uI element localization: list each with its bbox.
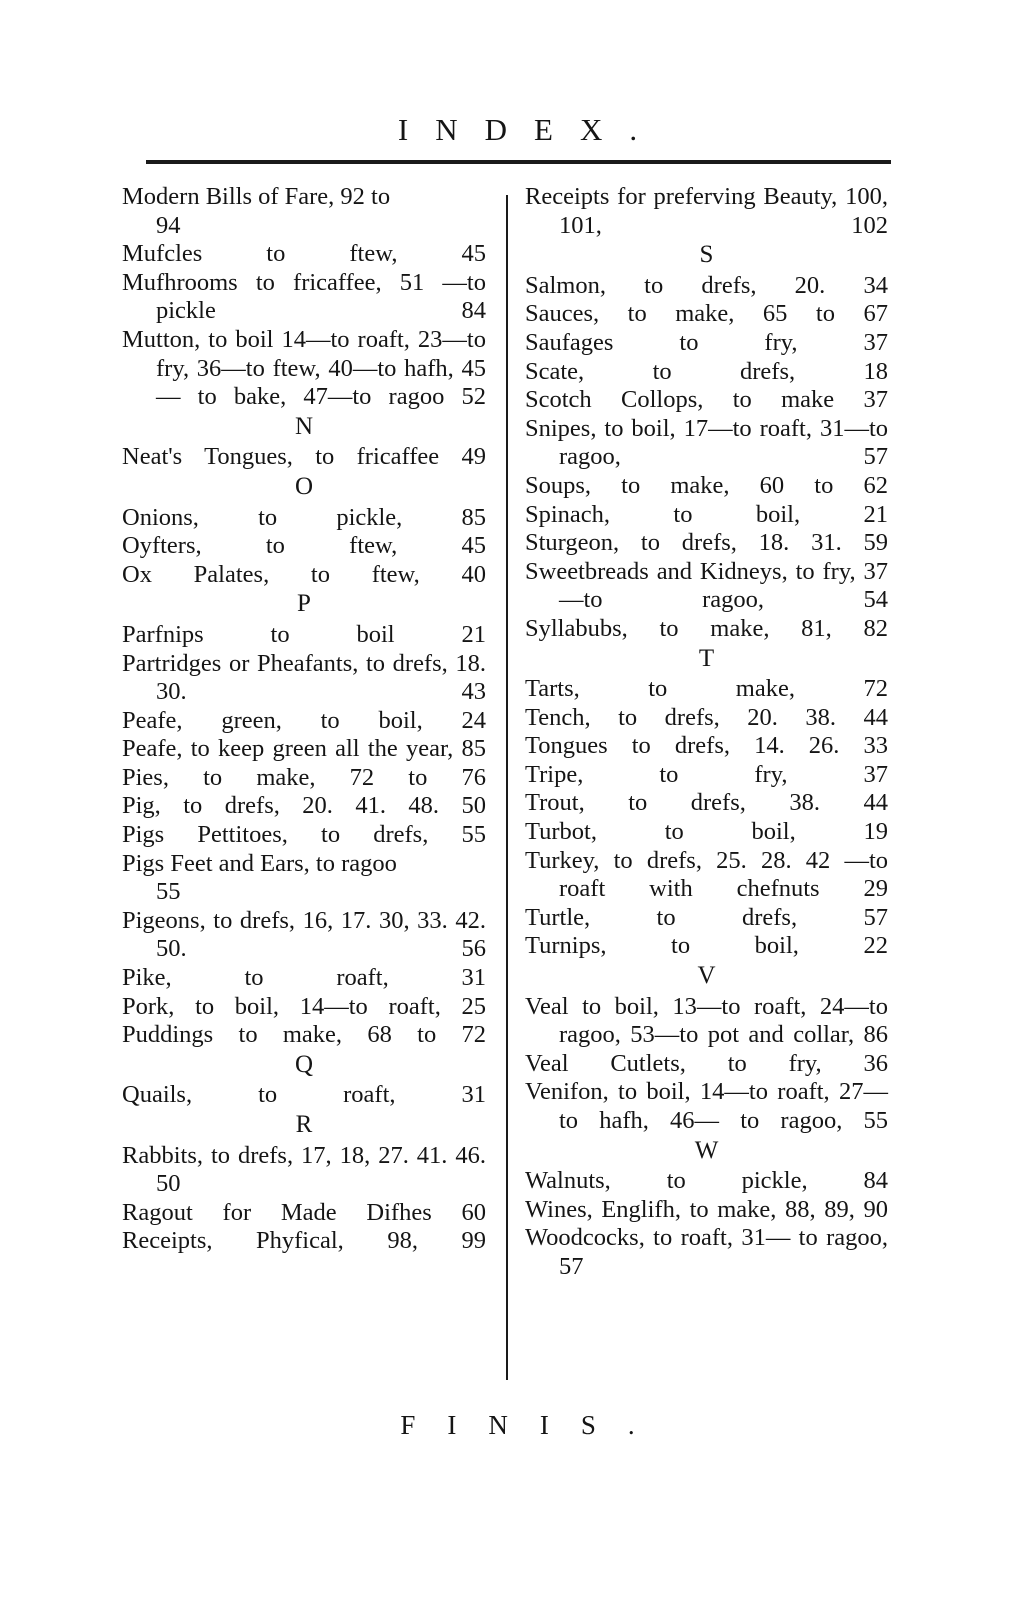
index-letter-heading: Q xyxy=(294,1050,314,1078)
index-column-left xyxy=(122,183,486,1256)
index-entry: Turbot, to boil, 19 xyxy=(525,818,888,846)
index-entry-page: 94 xyxy=(156,211,181,239)
index-entry: Veal to boil, 13—to roaft, 24—to ragoo, 53—to pot and collar, 86 xyxy=(525,992,888,1049)
index-entry: Pigeons, to drefs, 16, 17. 30, 33. 42. 50. 56 xyxy=(122,906,486,963)
index-letter-heading: T xyxy=(698,644,715,672)
index-entry: Neat's Tongues, to fricaffee 49 xyxy=(122,443,486,471)
index-entry: Quails, to roaft, 31 xyxy=(122,1081,486,1109)
index-entry: Turtle, to drefs, 57 xyxy=(525,903,888,931)
column-divider xyxy=(506,195,508,1380)
index-entry: Sauces, to make, 65 to 67 xyxy=(525,300,888,328)
index-entry: Turnips, to boil, 22 xyxy=(525,932,888,960)
index-entry: Trout, to drefs, 38. 44 xyxy=(525,789,888,817)
index-entry: Peafe, to keep green all the year, 85 xyxy=(122,735,486,763)
index-letter-heading: W xyxy=(694,1136,719,1164)
index-entry: Woodcocks, to roaft, 31— to ragoo, 57 xyxy=(525,1224,888,1280)
index-entry: Partridges or Pheafants, to drefs, 18. 30. 43 xyxy=(122,649,486,706)
index-entry: Ragout for Made Difhes 60 xyxy=(122,1198,486,1226)
index-entry: Walnuts, to pickle, 84 xyxy=(525,1167,888,1195)
index-entry: Pike, to roaft, 31 xyxy=(122,964,486,992)
index-letter-heading: P xyxy=(297,590,311,618)
index-entry: Pigs Pettitoes, to drefs, 55 xyxy=(122,821,486,849)
index-entry: Pork, to boil, 14—to roaft, 25 xyxy=(122,992,486,1020)
index-letter-heading: O xyxy=(294,472,314,500)
index-entry-text: Pigs Feet and Ears, to ragoo xyxy=(122,849,397,877)
index-entry: Sturgeon, to drefs, 18. 31. 59 xyxy=(525,529,888,557)
index-column-right xyxy=(525,183,888,1282)
index-entry: Receipts, Phyfical, 98, 99 xyxy=(122,1227,486,1255)
index-entry: Ox Palates, to ftew, 40 xyxy=(122,560,486,588)
index-entry: Rabbits, to drefs, 17, 18, 27. 41. 46. 50 xyxy=(122,1141,486,1198)
index-entry: Onions, to pickle, 85 xyxy=(122,503,486,531)
index-entry: Scotch Collops, to make 37 xyxy=(525,386,888,414)
index-entry-page: 55 xyxy=(156,878,181,906)
index-entry: Tarts, to make, 72 xyxy=(525,675,888,703)
index-entry: Veal Cutlets, to fry, 36 xyxy=(525,1049,888,1077)
index-entry: Tongues to drefs, 14. 26. 33 xyxy=(525,732,888,760)
index-letter-heading: V xyxy=(697,962,716,990)
index-letter-heading: R xyxy=(295,1111,313,1138)
index-entry: Tench, to drefs, 20. 38. 44 xyxy=(525,703,888,731)
header-rule xyxy=(146,160,891,164)
index-entry: Saufages to fry, 37 xyxy=(525,328,888,356)
index-entry: Spinach, to boil, 21 xyxy=(525,500,888,528)
index-entry: Pies, to make, 72 to 76 xyxy=(122,763,486,791)
index-entry: Peafe, green, to boil, 24 xyxy=(122,706,486,734)
index-entry: Venifon, to boil, 14—to roaft, 27—to hafh, 46— to ragoo, 55 xyxy=(525,1078,888,1134)
index-entry: Parfnips to boil 21 xyxy=(122,620,486,648)
finis-footer: FINIS. xyxy=(400,1410,667,1440)
index-entry: Sweetbreads and Kidneys, to fry, 37—to ragoo, 54 xyxy=(525,557,888,614)
index-entry: Turkey, to drefs, 25. 28. 42 —to roaft with chefnuts 29 xyxy=(525,846,888,903)
index-letter-heading: S xyxy=(699,241,714,269)
index-entry: Scate, to drefs, 18 xyxy=(525,357,888,385)
index-entry: Salmon, to drefs, 20. 34 xyxy=(525,271,888,299)
index-entry: Wines, Englifh, to make, 88, 89, 90 xyxy=(525,1195,888,1223)
index-entry: Tripe, to fry, 37 xyxy=(525,760,888,788)
index-letter-heading: N xyxy=(294,412,314,440)
page-title: INDEX. xyxy=(397,112,665,147)
index-entry: Pig, to drefs, 20. 41. 48. 50 xyxy=(122,792,486,820)
index-entry: Puddings to make, 68 to 72 xyxy=(122,1021,486,1049)
index-entry: Oyfters, to ftew, 45 xyxy=(122,532,486,560)
index-entry: Receipts for preferving Beauty, 100, 101, 102 xyxy=(525,183,888,239)
index-entry: Mutton, to boil 14—to roaft, 23—to fry, 36—to ftew, 40—to hafh, 45— to bake, 47—to ragoo 52 xyxy=(122,325,486,411)
index-entry: Mufhrooms to fricaffee, 51 —to pickle 84 xyxy=(122,268,486,325)
index-entry xyxy=(122,183,486,240)
index-entry: Soups, to make, 60 to 62 xyxy=(525,471,888,499)
index-entry-text: Modern Bills of Fare, 92 to xyxy=(122,183,391,210)
index-entry: Syllabubs, to make, 81, 82 xyxy=(525,614,888,642)
index-entry: Mufcles to ftew, 45 xyxy=(122,240,486,268)
index-entry xyxy=(122,850,486,907)
index-entry: Snipes, to boil, 17—to roaft, 31—to ragoo, 57 xyxy=(525,414,888,471)
